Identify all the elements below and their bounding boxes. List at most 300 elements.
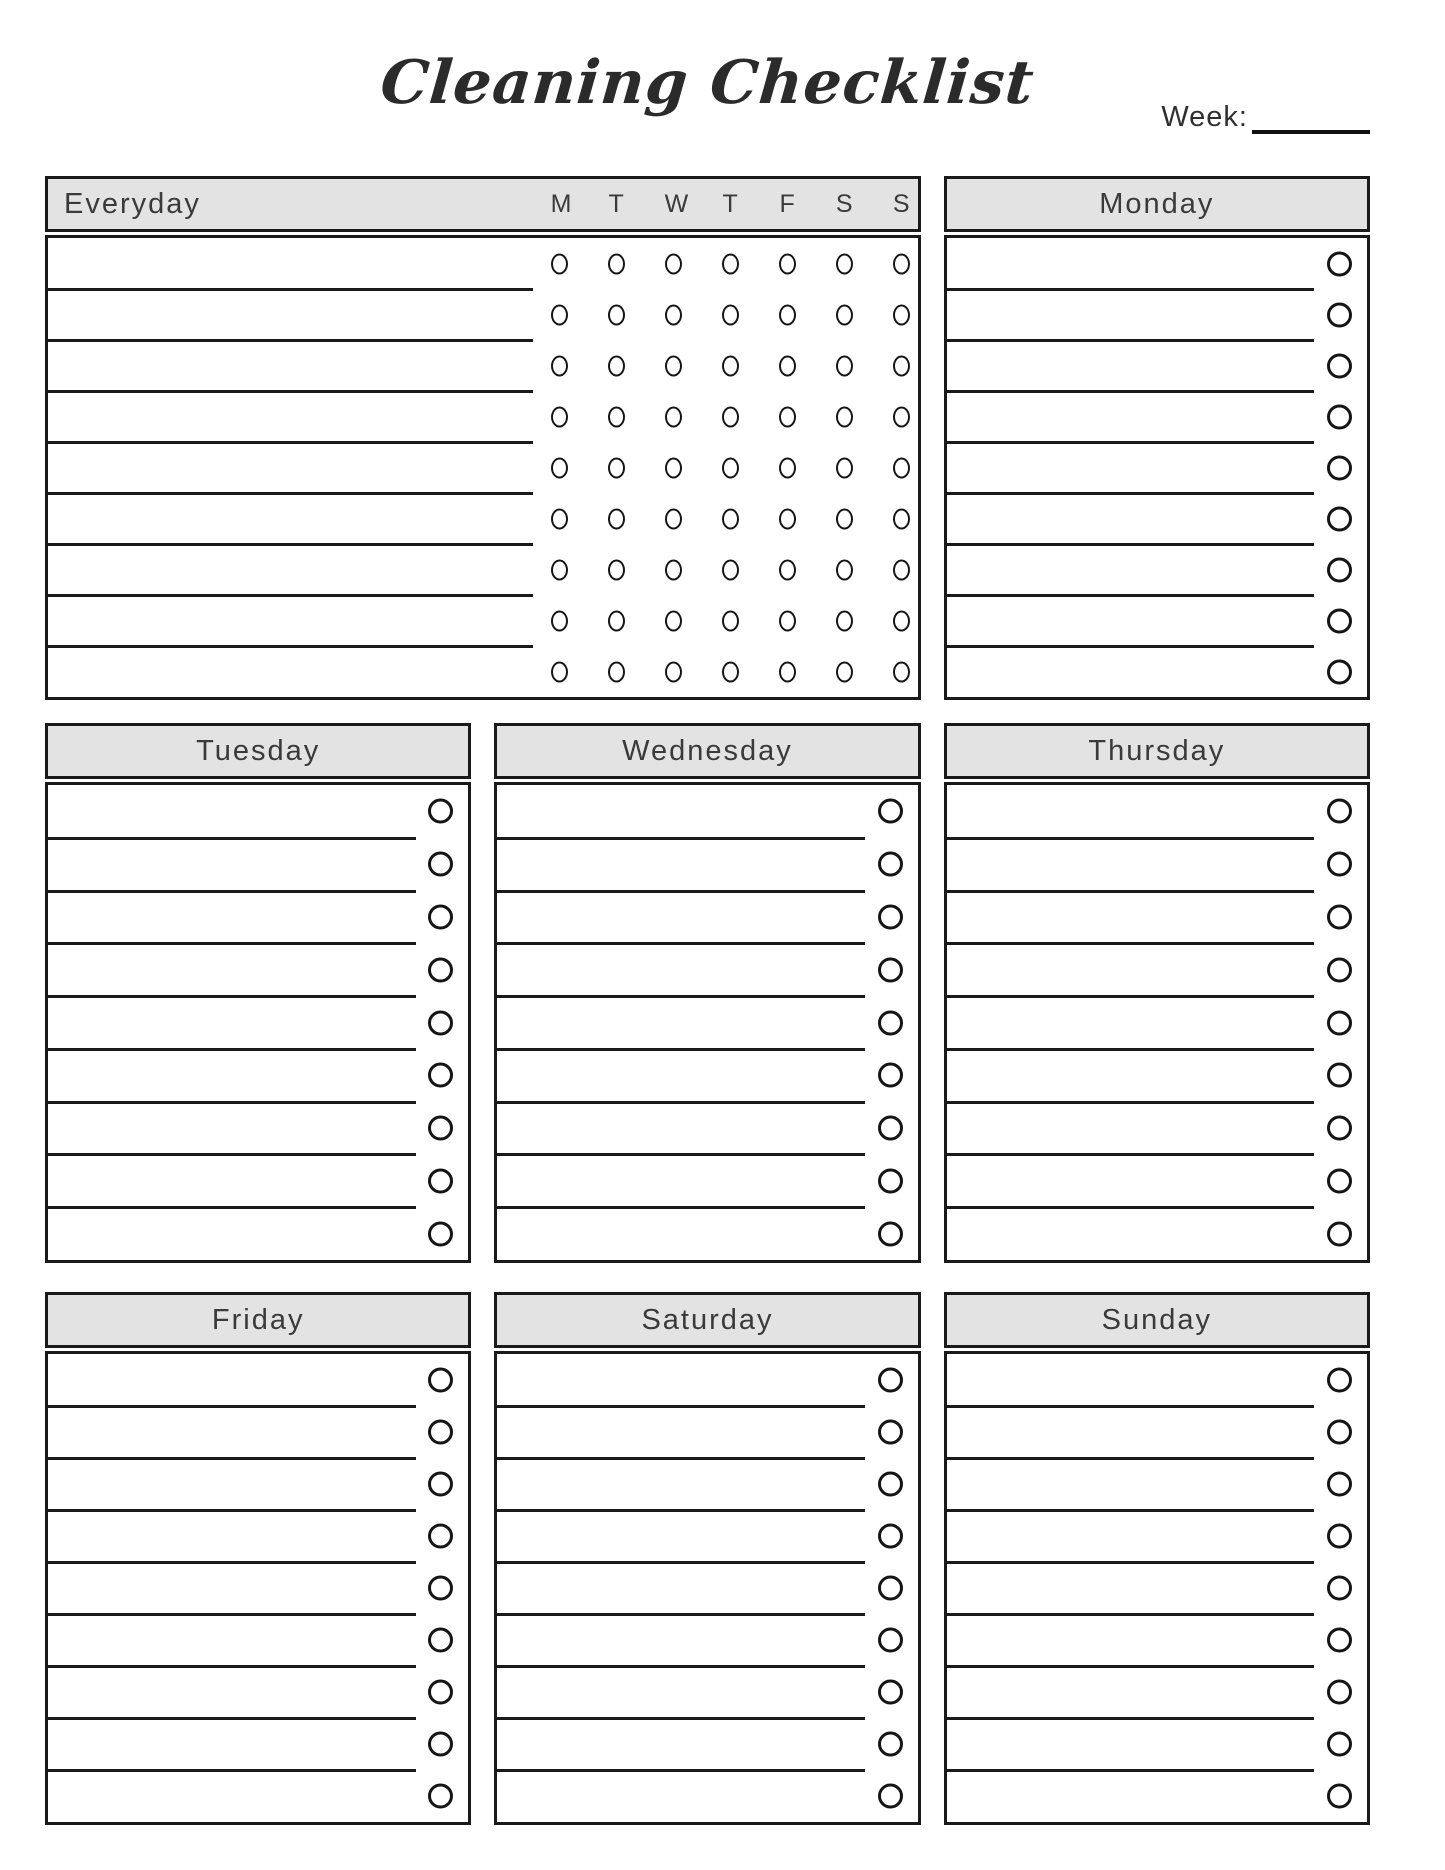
check-circles: [1327, 1221, 1352, 1246]
task-row[interactable]: [48, 1770, 468, 1822]
task-row[interactable]: [48, 891, 468, 944]
check-circle[interactable]: [779, 559, 796, 580]
check-circle[interactable]: [665, 304, 682, 325]
check-circle[interactable]: [836, 355, 853, 376]
check-circle[interactable]: [722, 406, 739, 427]
task-row[interactable]: [947, 595, 1367, 646]
check-circle[interactable]: [1327, 799, 1352, 824]
check-circle[interactable]: [608, 508, 625, 529]
check-circles: [551, 610, 910, 631]
task-row[interactable]: [497, 1770, 917, 1822]
day-letter-saturday: S: [835, 189, 853, 218]
check-circle[interactable]: [722, 457, 739, 478]
check-circle[interactable]: [428, 1524, 453, 1549]
check-circle[interactable]: [878, 1221, 903, 1246]
check-circle[interactable]: [878, 1732, 903, 1757]
check-circle[interactable]: [1327, 957, 1352, 982]
check-circle[interactable]: [836, 457, 853, 478]
task-row[interactable]: [947, 996, 1367, 1049]
task-row[interactable]: [947, 340, 1367, 391]
day-letter-sunday: S: [892, 189, 910, 218]
check-circles: [1327, 1784, 1352, 1809]
check-circle[interactable]: [551, 559, 568, 580]
check-circle[interactable]: [836, 406, 853, 427]
check-circles: [551, 559, 910, 580]
panel-sunday: [944, 1292, 1370, 1825]
check-circles: [878, 1168, 903, 1193]
check-circle[interactable]: [836, 661, 853, 682]
task-row[interactable]: [497, 838, 917, 891]
check-circles: [551, 253, 910, 274]
check-circle[interactable]: [608, 457, 625, 478]
task-row[interactable]: [497, 1718, 917, 1770]
task-row[interactable]: [48, 1666, 468, 1718]
check-circles: [878, 1680, 903, 1705]
check-circle[interactable]: [779, 508, 796, 529]
check-circles: [1327, 1524, 1352, 1549]
check-circle[interactable]: [608, 661, 625, 682]
check-circle[interactable]: [608, 304, 625, 325]
check-circle[interactable]: [878, 799, 903, 824]
task-row[interactable]: [497, 1102, 917, 1155]
check-circle[interactable]: [779, 253, 796, 274]
check-circle[interactable]: [893, 661, 910, 682]
task-row[interactable]: [947, 391, 1367, 442]
task-row[interactable]: [48, 1207, 468, 1260]
check-circle[interactable]: [893, 559, 910, 580]
check-circle[interactable]: [893, 610, 910, 631]
check-circle[interactable]: [1327, 353, 1352, 378]
check-circle[interactable]: [836, 559, 853, 580]
task-row[interactable]: [947, 1562, 1367, 1614]
page-title: Cleaning Checklist: [377, 48, 1038, 118]
task-row[interactable]: [947, 493, 1367, 544]
panel-header: [944, 176, 1370, 232]
task-row[interactable]: [497, 1406, 917, 1458]
check-circle[interactable]: [1327, 1221, 1352, 1246]
day-letter-wednesday: W: [664, 189, 689, 218]
check-circle[interactable]: [779, 304, 796, 325]
task-row[interactable]: [48, 1510, 468, 1562]
check-circle[interactable]: [1327, 404, 1352, 429]
check-circles: [1327, 1168, 1352, 1193]
task-row[interactable]: [497, 1562, 917, 1614]
task-row[interactable]: [48, 1562, 468, 1614]
check-circles: [1327, 799, 1352, 824]
task-row[interactable]: [48, 1049, 468, 1102]
check-circle[interactable]: [1327, 1010, 1352, 1035]
check-circle[interactable]: [428, 1368, 453, 1393]
task-row[interactable]: [947, 838, 1367, 891]
task-row[interactable]: [947, 1154, 1367, 1207]
check-circle[interactable]: [608, 559, 625, 580]
task-row[interactable]: [947, 646, 1367, 697]
check-circle[interactable]: [551, 508, 568, 529]
check-circle[interactable]: [1327, 608, 1352, 633]
check-circles: [1327, 1732, 1352, 1757]
check-circles: [1327, 455, 1352, 480]
check-circles: [878, 1784, 903, 1809]
task-row[interactable]: [947, 1666, 1367, 1718]
task-row[interactable]: [947, 891, 1367, 944]
week-field: [1161, 101, 1370, 134]
check-circle[interactable]: [1327, 904, 1352, 929]
check-circle[interactable]: [779, 406, 796, 427]
check-circle[interactable]: [428, 1732, 453, 1757]
check-circle[interactable]: [722, 355, 739, 376]
task-row[interactable]: [48, 340, 918, 391]
panel-label: Monday: [1099, 187, 1215, 220]
day-letters: [551, 190, 910, 219]
check-circle[interactable]: [893, 508, 910, 529]
check-circle[interactable]: [836, 304, 853, 325]
check-circle[interactable]: [836, 508, 853, 529]
panel-thursday: [944, 723, 1370, 1263]
panel-header: [944, 1292, 1370, 1348]
task-row[interactable]: [48, 1102, 468, 1155]
check-circle[interactable]: [428, 1784, 453, 1809]
check-circles: [878, 1368, 903, 1393]
task-row[interactable]: [497, 1458, 917, 1510]
task-row[interactable]: [497, 785, 917, 838]
task-row[interactable]: [947, 1049, 1367, 1102]
check-circles: [878, 1221, 903, 1246]
check-circles: [878, 1116, 903, 1141]
check-circle[interactable]: [1327, 1680, 1352, 1705]
check-circle[interactable]: [1327, 1732, 1352, 1757]
check-circles: [551, 457, 910, 478]
check-circle[interactable]: [1327, 852, 1352, 877]
check-circles: [878, 852, 903, 877]
check-circle[interactable]: [878, 1680, 903, 1705]
check-circles: [1327, 557, 1352, 582]
panel-label: Wednesday: [622, 734, 793, 767]
day-letter-thursday: T: [722, 189, 738, 218]
check-circle[interactable]: [722, 253, 739, 274]
check-circles: [1327, 302, 1352, 327]
check-circle[interactable]: [878, 1576, 903, 1601]
check-circle[interactable]: [878, 1368, 903, 1393]
check-circles: [428, 1576, 453, 1601]
check-circle[interactable]: [878, 1784, 903, 1809]
check-circle[interactable]: [665, 559, 682, 580]
check-circle[interactable]: [722, 304, 739, 325]
task-row[interactable]: [48, 838, 468, 891]
task-row[interactable]: [48, 1154, 468, 1207]
check-circle[interactable]: [1327, 1368, 1352, 1393]
check-circles: [428, 799, 453, 824]
check-circle[interactable]: [665, 661, 682, 682]
check-circle[interactable]: [878, 1628, 903, 1653]
check-circle[interactable]: [665, 457, 682, 478]
check-circle[interactable]: [722, 559, 739, 580]
check-circle[interactable]: [428, 1221, 453, 1246]
task-row[interactable]: [48, 1614, 468, 1666]
check-circle[interactable]: [551, 253, 568, 274]
check-circle[interactable]: [665, 253, 682, 274]
task-row[interactable]: [497, 1154, 917, 1207]
check-circle[interactable]: [1327, 1168, 1352, 1193]
task-row[interactable]: [497, 1614, 917, 1666]
panel-label: Thursday: [1088, 734, 1226, 767]
task-row[interactable]: [48, 391, 918, 442]
check-circle[interactable]: [428, 852, 453, 877]
task-row[interactable]: [48, 1458, 468, 1510]
check-circle[interactable]: [878, 1010, 903, 1035]
check-circle[interactable]: [878, 1524, 903, 1549]
task-row[interactable]: [497, 996, 917, 1049]
check-circle[interactable]: [779, 457, 796, 478]
panel-header: [944, 723, 1370, 779]
task-row[interactable]: [947, 1718, 1367, 1770]
check-circles: [878, 1732, 903, 1757]
check-circle[interactable]: [665, 508, 682, 529]
task-row[interactable]: [497, 1510, 917, 1562]
check-circle[interactable]: [1327, 659, 1352, 684]
check-circles: [1327, 1063, 1352, 1088]
check-circle[interactable]: [1327, 455, 1352, 480]
check-circle[interactable]: [428, 1063, 453, 1088]
task-row[interactable]: [48, 1354, 468, 1406]
task-row[interactable]: [947, 1510, 1367, 1562]
check-circle[interactable]: [551, 406, 568, 427]
check-circle[interactable]: [893, 457, 910, 478]
panel-body: [494, 782, 920, 1263]
task-row[interactable]: [497, 1207, 917, 1260]
check-circle[interactable]: [1327, 251, 1352, 276]
check-circles: [428, 1063, 453, 1088]
check-circles: [1327, 1472, 1352, 1497]
check-circle[interactable]: [878, 1063, 903, 1088]
check-circle[interactable]: [428, 1420, 453, 1445]
check-circles: [1327, 957, 1352, 982]
check-circle[interactable]: [779, 661, 796, 682]
check-circle[interactable]: [551, 304, 568, 325]
check-circles: [1327, 1010, 1352, 1035]
check-circle[interactable]: [1327, 1063, 1352, 1088]
panel-saturday: [494, 1292, 920, 1825]
check-circle[interactable]: [722, 661, 739, 682]
task-row[interactable]: [48, 646, 918, 697]
day-letter-tuesday: T: [608, 189, 624, 218]
panel-label: Everyday: [64, 187, 201, 220]
check-circles: [1327, 659, 1352, 684]
check-circles: [878, 1063, 903, 1088]
check-circles: [1327, 1116, 1352, 1141]
task-row[interactable]: [48, 289, 918, 340]
check-circles: [428, 904, 453, 929]
check-circle[interactable]: [551, 661, 568, 682]
task-row[interactable]: [947, 943, 1367, 996]
check-circle[interactable]: [428, 957, 453, 982]
check-circle[interactable]: [1327, 1576, 1352, 1601]
task-row[interactable]: [947, 1406, 1367, 1458]
board: [45, 176, 1370, 1825]
check-circle[interactable]: [893, 253, 910, 274]
panel-everyday: [45, 176, 921, 700]
check-circle[interactable]: [893, 355, 910, 376]
task-row[interactable]: [497, 891, 917, 944]
panel-header: [45, 723, 471, 779]
check-circle[interactable]: [665, 355, 682, 376]
check-circles: [551, 406, 910, 427]
task-row[interactable]: [947, 1458, 1367, 1510]
check-circles: [1327, 1680, 1352, 1705]
check-circle[interactable]: [1327, 1420, 1352, 1445]
check-circle[interactable]: [608, 355, 625, 376]
task-row[interactable]: [947, 1207, 1367, 1260]
check-circles: [428, 1116, 453, 1141]
check-circles: [878, 1628, 903, 1653]
task-row[interactable]: [947, 442, 1367, 493]
panel-label: Tuesday: [196, 734, 321, 767]
task-row[interactable]: [48, 996, 468, 1049]
check-circle[interactable]: [1327, 302, 1352, 327]
check-circle[interactable]: [551, 457, 568, 478]
check-circle[interactable]: [428, 904, 453, 929]
check-circle[interactable]: [428, 1628, 453, 1653]
task-row[interactable]: [947, 289, 1367, 340]
check-circle[interactable]: [1327, 1784, 1352, 1809]
check-circle[interactable]: [878, 1116, 903, 1141]
check-circles: [1327, 404, 1352, 429]
check-circle[interactable]: [551, 355, 568, 376]
check-circle[interactable]: [1327, 1628, 1352, 1653]
check-circle[interactable]: [1327, 557, 1352, 582]
check-circle[interactable]: [878, 904, 903, 929]
check-circle[interactable]: [878, 852, 903, 877]
panel-friday: [45, 1292, 471, 1825]
check-circle[interactable]: [428, 1680, 453, 1705]
check-circle[interactable]: [665, 610, 682, 631]
check-circle[interactable]: [836, 610, 853, 631]
check-circles: [428, 1168, 453, 1193]
check-circle[interactable]: [608, 610, 625, 631]
check-circle[interactable]: [608, 253, 625, 274]
task-row[interactable]: [48, 785, 468, 838]
check-circle[interactable]: [428, 1010, 453, 1035]
check-circle[interactable]: [893, 304, 910, 325]
check-circles: [428, 1732, 453, 1757]
check-circles: [1327, 1420, 1352, 1445]
check-circles: [551, 304, 910, 325]
title-row: [45, 28, 1370, 138]
check-circles: [428, 1010, 453, 1035]
check-circle[interactable]: [1327, 1472, 1352, 1497]
check-circle[interactable]: [878, 957, 903, 982]
task-row[interactable]: [497, 1354, 917, 1406]
check-circle[interactable]: [893, 406, 910, 427]
panel-body: [45, 782, 471, 1263]
day-letter-friday: F: [779, 189, 795, 218]
check-circle[interactable]: [722, 610, 739, 631]
check-circle[interactable]: [1327, 1116, 1352, 1141]
check-circles: [1327, 251, 1352, 276]
task-row[interactable]: [48, 943, 468, 996]
week-input-line[interactable]: [1252, 108, 1370, 134]
check-circle[interactable]: [608, 406, 625, 427]
check-circle[interactable]: [878, 1168, 903, 1193]
check-circle[interactable]: [428, 1168, 453, 1193]
task-row[interactable]: [947, 238, 1367, 289]
check-circles: [428, 1221, 453, 1246]
check-circles: [1327, 1628, 1352, 1653]
task-row[interactable]: [497, 1049, 917, 1102]
check-circle[interactable]: [878, 1420, 903, 1445]
check-circles: [1327, 506, 1352, 531]
check-circle[interactable]: [836, 253, 853, 274]
check-circle[interactable]: [665, 406, 682, 427]
check-circles: [428, 1420, 453, 1445]
task-row[interactable]: [48, 238, 918, 289]
check-circles: [878, 904, 903, 929]
check-circles: [551, 355, 910, 376]
check-circles: [878, 957, 903, 982]
task-row[interactable]: [947, 1770, 1367, 1822]
task-row[interactable]: [947, 785, 1367, 838]
check-circle[interactable]: [551, 610, 568, 631]
task-row[interactable]: [48, 442, 918, 493]
task-row[interactable]: [497, 1666, 917, 1718]
check-circle[interactable]: [1327, 506, 1352, 531]
check-circles: [1327, 904, 1352, 929]
panel-body: [45, 235, 921, 700]
check-circles: [428, 1524, 453, 1549]
panel-label: Friday: [211, 1303, 305, 1336]
task-row[interactable]: [947, 1614, 1367, 1666]
check-circles: [428, 852, 453, 877]
task-row[interactable]: [947, 1354, 1367, 1406]
task-row[interactable]: [48, 1718, 468, 1770]
check-circle[interactable]: [1327, 1524, 1352, 1549]
check-circle[interactable]: [779, 355, 796, 376]
check-circle[interactable]: [779, 610, 796, 631]
check-circles: [551, 661, 910, 682]
panel-body: [944, 235, 1370, 700]
week-label: Week:: [1161, 101, 1248, 133]
panel-body: [494, 1351, 920, 1825]
check-circles: [1327, 1576, 1352, 1601]
check-circle[interactable]: [878, 1472, 903, 1497]
check-circles: [428, 1368, 453, 1393]
check-circles: [428, 1784, 453, 1809]
task-row[interactable]: [48, 1406, 468, 1458]
grid-row-1: [45, 176, 1370, 700]
check-circles: [878, 1524, 903, 1549]
check-circles: [1327, 353, 1352, 378]
panel-tuesday: [45, 723, 471, 1263]
check-circle[interactable]: [428, 799, 453, 824]
check-circle[interactable]: [428, 1576, 453, 1601]
task-row[interactable]: [497, 943, 917, 996]
panel-header: [45, 1292, 471, 1348]
grid-row-3: [45, 1292, 1370, 1825]
task-row[interactable]: [947, 1102, 1367, 1155]
task-row[interactable]: [48, 595, 918, 646]
check-circle[interactable]: [428, 1116, 453, 1141]
panel-label: Sunday: [1101, 1303, 1212, 1336]
check-circle[interactable]: [428, 1472, 453, 1497]
check-circle[interactable]: [722, 508, 739, 529]
task-row[interactable]: [48, 493, 918, 544]
task-row[interactable]: [947, 544, 1367, 595]
panel-wednesday: [494, 723, 920, 1263]
task-row[interactable]: [48, 544, 918, 595]
day-letter-monday: M: [550, 189, 572, 218]
panel-header: [494, 723, 920, 779]
panel-header: [45, 176, 921, 232]
check-circles: [878, 1576, 903, 1601]
